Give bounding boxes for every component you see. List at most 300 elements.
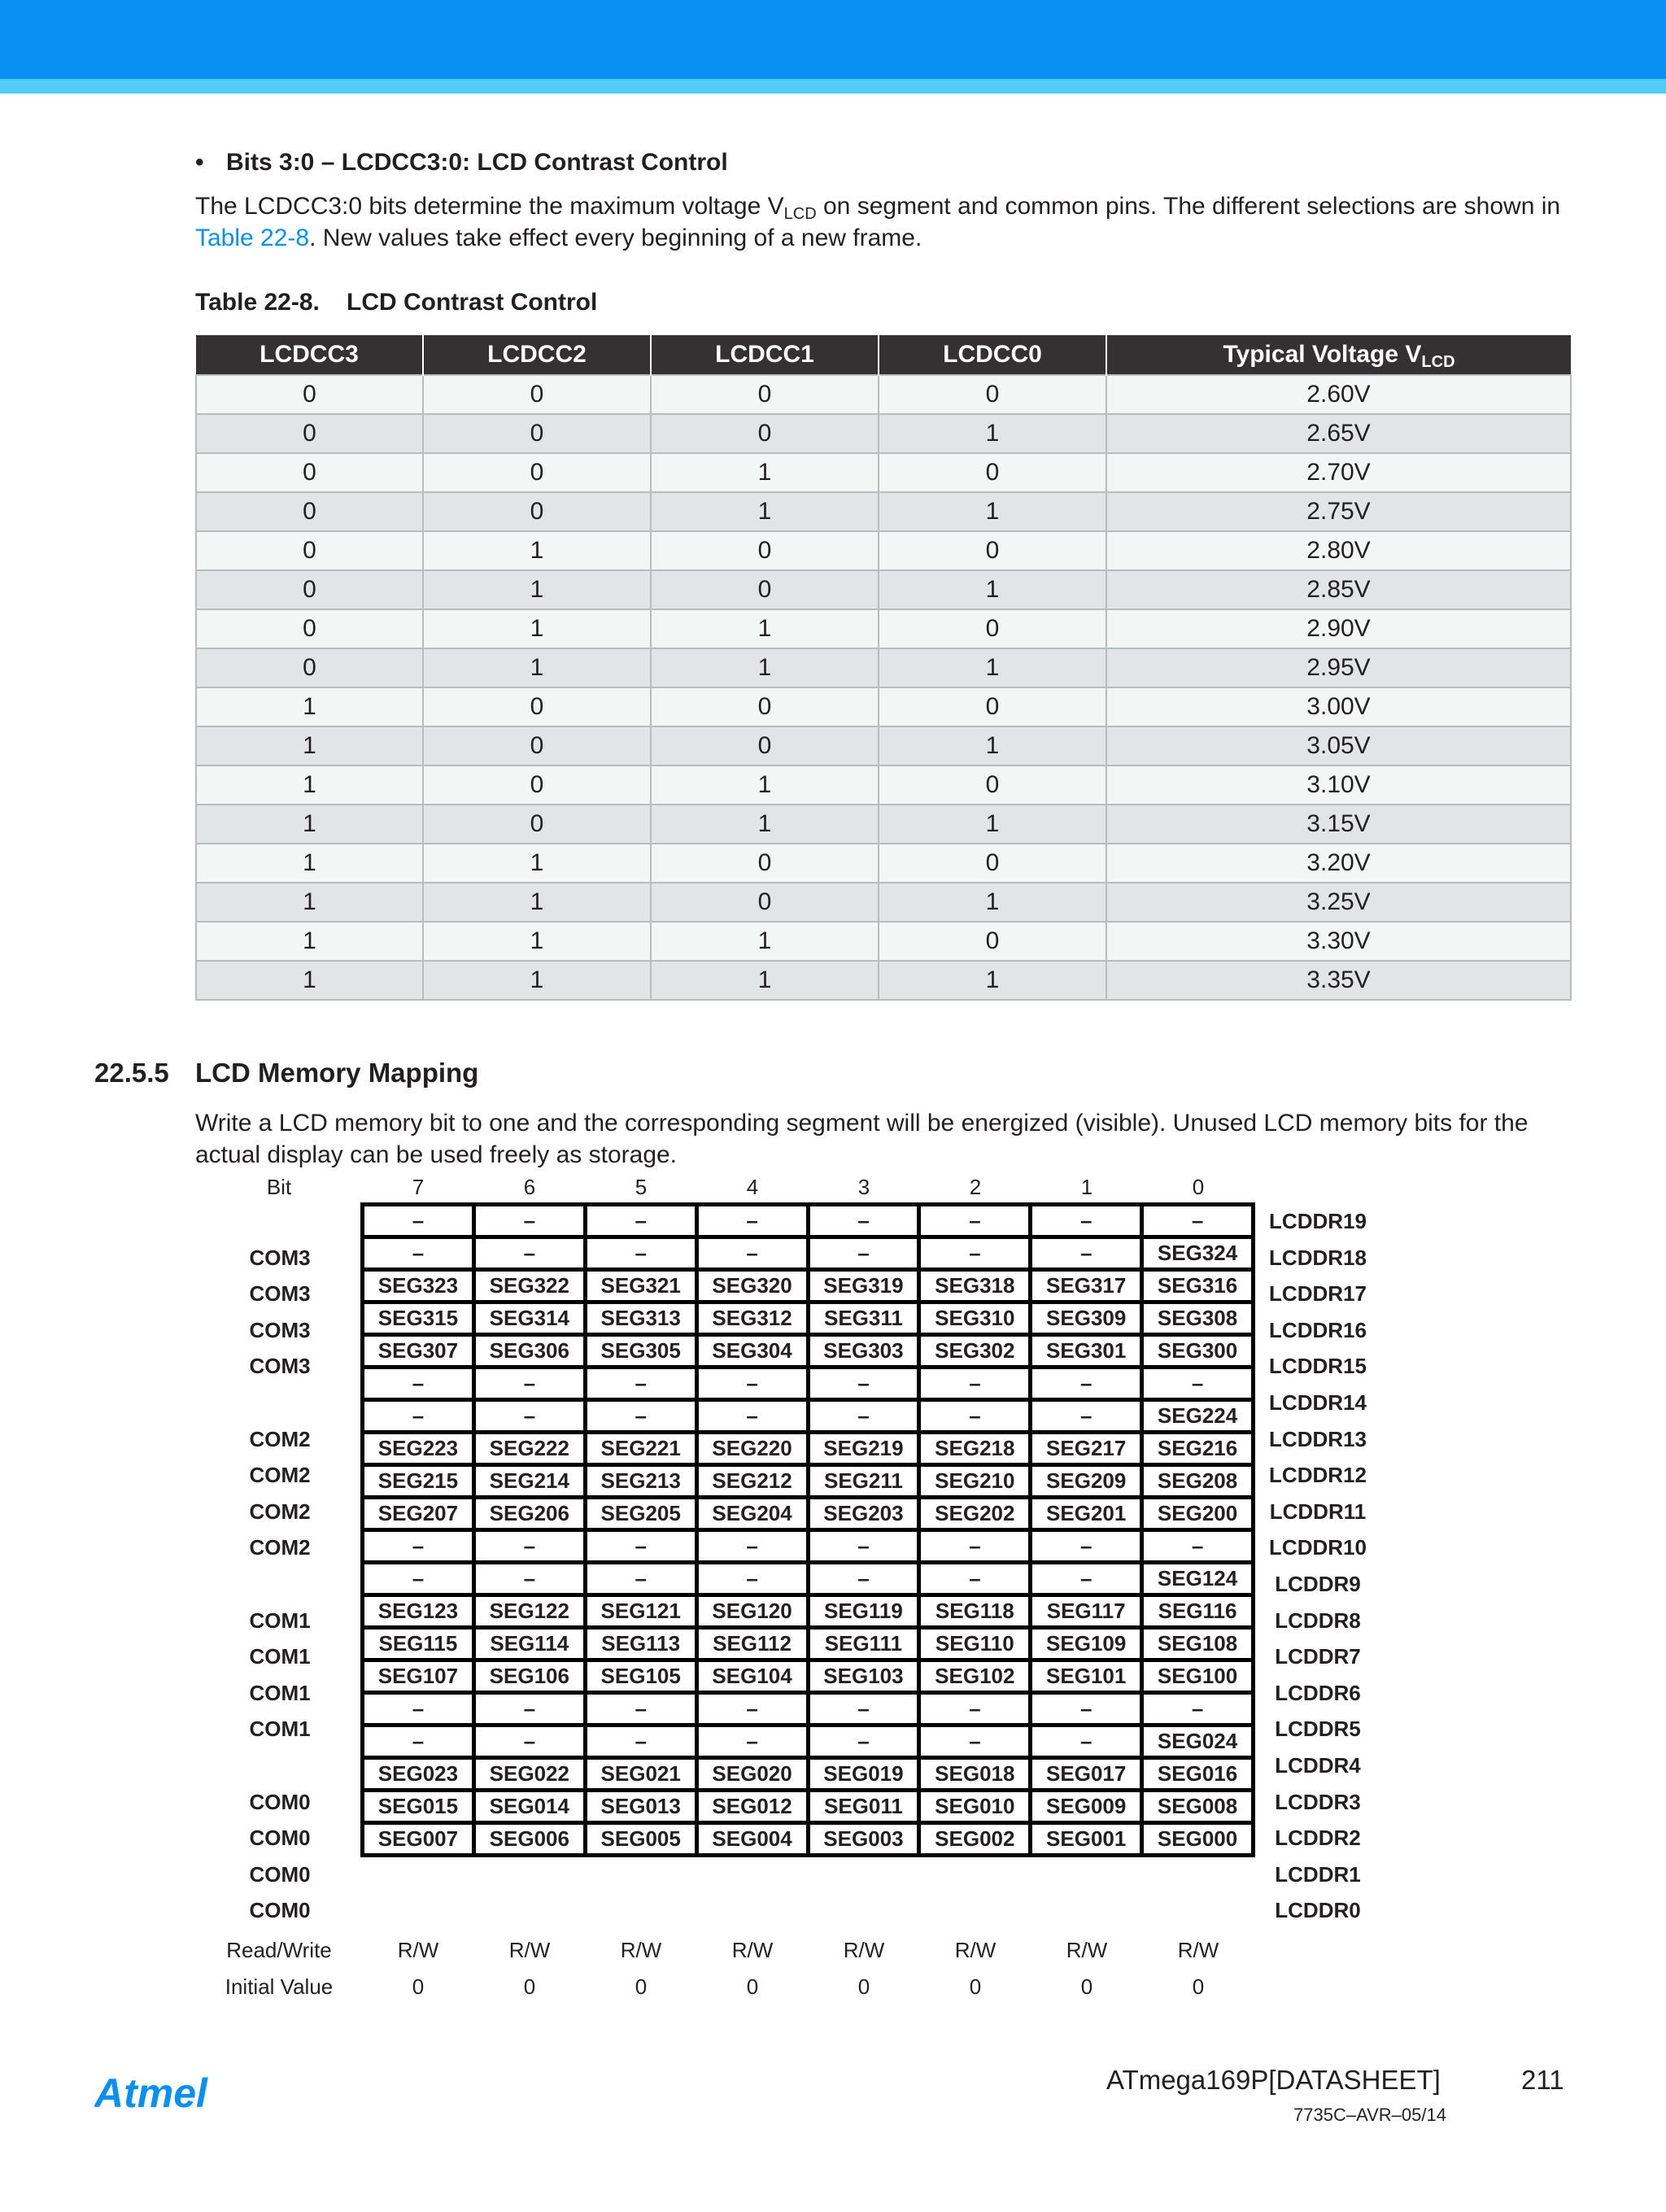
read-write-value: R/W — [1177, 1938, 1219, 1962]
com-label: COM2 — [249, 1499, 311, 1524]
register-bit-cell: SEG116 — [1142, 1595, 1254, 1628]
register-bit-cell: SEG315 — [363, 1302, 474, 1335]
bit-cell: 1 — [196, 922, 423, 961]
register-name-label: LCDDR0 — [1275, 1898, 1361, 1923]
bit-cell: 0 — [196, 648, 423, 687]
register-name-label: LCDDR15 — [1269, 1354, 1367, 1379]
register-bit-cell: – — [473, 1563, 585, 1595]
register-bit-cell: – — [919, 1368, 1031, 1400]
register-bit-cell: – — [808, 1368, 919, 1400]
bit-cell: 1 — [651, 766, 879, 805]
register-bit-cell: – — [585, 1205, 696, 1237]
register-name-label: LCDDR6 — [1275, 1680, 1361, 1705]
register-bit-cell: – — [919, 1237, 1031, 1270]
register-name-label: LCDDR7 — [1275, 1644, 1361, 1669]
contrast-table-header — [196, 335, 1571, 375]
contrast-table-row — [196, 726, 1571, 766]
register-bit-cell: SEG318 — [919, 1270, 1031, 1302]
register-bit-cell: – — [473, 1237, 585, 1270]
register-bit-cell: SEG009 — [1031, 1791, 1142, 1823]
header-cell-voltage — [1106, 335, 1571, 375]
read-write-value: R/W — [731, 1938, 774, 1962]
register-bit-cell: SEG103 — [808, 1660, 919, 1693]
register-bit-cell: SEG003 — [808, 1823, 919, 1856]
bit-cell: 1 — [423, 648, 651, 687]
contrast-table-row — [196, 805, 1571, 844]
contrast-table-row — [196, 453, 1571, 492]
table-link[interactable]: Table 22-8 — [195, 225, 310, 251]
bit-cell: 0 — [651, 531, 879, 570]
bit-cell: 1 — [423, 570, 651, 609]
bit-cell: 0 — [879, 844, 1106, 883]
bit-cell: 1 — [423, 844, 651, 883]
register-bit-cell: SEG121 — [585, 1595, 696, 1628]
contrast-table-row — [196, 648, 1571, 687]
register-row — [363, 1563, 1254, 1595]
register-bit-cell: – — [696, 1530, 808, 1563]
voltage-cell: 2.70V — [1106, 453, 1571, 492]
register-bit-cell: – — [363, 1693, 474, 1726]
voltage-cell: 3.05V — [1106, 726, 1571, 766]
register-row — [363, 1595, 1254, 1628]
register-bit-cell: – — [919, 1563, 1031, 1595]
register-bit-cell: SEG107 — [363, 1660, 474, 1693]
register-bit-cell: SEG106 — [473, 1660, 585, 1693]
register-bit-cell: SEG112 — [696, 1628, 808, 1660]
register-bit-cell: – — [919, 1400, 1031, 1433]
register-bit-cell: SEG223 — [363, 1433, 474, 1465]
bit-number: 2 — [969, 1175, 982, 1199]
register-bit-cell: – — [696, 1726, 808, 1758]
register-bit-cell: SEG017 — [1031, 1758, 1142, 1791]
register-row — [363, 1270, 1254, 1302]
atmel-logo — [94, 2073, 241, 2115]
register-name-label: LCDDR9 — [1275, 1572, 1361, 1596]
register-bit-cell: SEG217 — [1031, 1433, 1142, 1465]
bit-cell: 0 — [651, 375, 879, 414]
contrast-table-row — [196, 961, 1571, 1000]
register-bit-cell: SEG307 — [363, 1335, 474, 1368]
register-bit-cell: SEG008 — [1142, 1791, 1254, 1823]
bit-cell: 0 — [879, 766, 1106, 805]
register-bit-cell: – — [363, 1400, 474, 1433]
register-bit-cell: – — [585, 1237, 696, 1270]
register-bit-cell: – — [696, 1400, 808, 1433]
register-bit-cell: – — [919, 1693, 1031, 1726]
bit-cell: 1 — [196, 805, 423, 844]
register-bit-cell: – — [808, 1530, 919, 1563]
register-bit-cell: SEG022 — [473, 1758, 585, 1791]
header-cell: LCDCC3 — [196, 335, 423, 375]
register-bit-cell: SEG119 — [808, 1595, 919, 1628]
register-bit-cell: SEG212 — [696, 1465, 808, 1498]
register-bit-cell: SEG210 — [919, 1465, 1031, 1498]
bit-cell: 0 — [879, 687, 1106, 726]
contrast-table-row — [196, 844, 1571, 883]
register-bit-cell: SEG011 — [808, 1791, 919, 1823]
register-bit-cell: – — [1031, 1205, 1142, 1237]
register-bit-cell: SEG014 — [473, 1791, 585, 1823]
initial-value: 0 — [412, 1974, 425, 1999]
register-row — [363, 1628, 1254, 1660]
register-row — [363, 1237, 1254, 1270]
register-bit-cell: SEG012 — [696, 1791, 808, 1823]
register-row — [363, 1660, 1254, 1693]
register-bit-cell: SEG309 — [1031, 1302, 1142, 1335]
com-label: COM2 — [249, 1426, 311, 1451]
register-bit-cell: SEG301 — [1031, 1335, 1142, 1368]
register-bit-cell: SEG123 — [363, 1595, 474, 1628]
register-bit-cell: – — [363, 1726, 474, 1758]
voltage-cell: 2.90V — [1106, 609, 1571, 648]
register-bit-cell: SEG303 — [808, 1335, 919, 1368]
initial-value: 0 — [523, 1974, 536, 1999]
table-caption — [195, 289, 597, 316]
register-row — [363, 1335, 1254, 1368]
register-bit-cell: – — [585, 1530, 696, 1563]
bit-cell: 0 — [651, 726, 879, 766]
bit-cell: 0 — [651, 570, 879, 609]
contrast-table-row — [196, 570, 1571, 609]
register-row — [363, 1726, 1254, 1758]
register-bit-cell: – — [1031, 1693, 1142, 1726]
com-label: COM3 — [249, 1354, 311, 1379]
register-name-label: LCDDR13 — [1269, 1426, 1367, 1451]
com-label: COM1 — [249, 1644, 311, 1669]
bit-cell: 1 — [196, 961, 423, 1000]
register-row — [363, 1400, 1254, 1433]
register-bit-cell: SEG320 — [696, 1270, 808, 1302]
register-bit-cell: – — [363, 1563, 474, 1595]
register-bit-cell: SEG213 — [585, 1465, 696, 1498]
register-name-label: LCDDR17 — [1269, 1281, 1367, 1307]
voltage-cell: 3.10V — [1106, 766, 1571, 805]
register-bit-cell: SEG313 — [585, 1302, 696, 1335]
register-bit-cell: SEG202 — [919, 1498, 1031, 1530]
register-bit-cell: – — [1031, 1563, 1142, 1595]
register-name-label: LCDDR10 — [1269, 1535, 1367, 1560]
register-bit-cell: – — [808, 1400, 919, 1433]
register-bit-cell: SEG211 — [808, 1465, 919, 1498]
bit-cell: 0 — [196, 375, 423, 414]
voltage-cell: 3.35V — [1106, 961, 1571, 1000]
voltage-cell: 2.60V — [1106, 375, 1571, 414]
register-bit-cell: SEG319 — [808, 1270, 919, 1302]
register-name-label: LCDDR19 — [1269, 1209, 1367, 1233]
register-bit-cell: SEG305 — [585, 1335, 696, 1368]
bit-number: 3 — [857, 1175, 870, 1199]
voltage-cell: 2.80V — [1106, 531, 1571, 570]
bit-cell: 1 — [651, 961, 879, 1000]
register-bit-cell: SEG000 — [1142, 1823, 1254, 1856]
register-name-label: LCDDR4 — [1275, 1753, 1361, 1778]
bit-cell: 0 — [651, 844, 879, 883]
register-row — [363, 1791, 1254, 1823]
register-bit-cell: – — [919, 1530, 1031, 1563]
bit-cell: 1 — [651, 492, 879, 531]
bit-cell: 1 — [879, 961, 1106, 1000]
bit-cell: 0 — [879, 531, 1106, 570]
register-bit-cell: SEG323 — [363, 1270, 474, 1302]
register-bit-cell: SEG324 — [1142, 1237, 1254, 1270]
bit-cell: 1 — [879, 883, 1106, 922]
bit-cell: 0 — [196, 531, 423, 570]
register-bit-cell: SEG312 — [696, 1302, 808, 1335]
voltage-cell: 3.30V — [1106, 922, 1571, 961]
bit-cell: 1 — [651, 922, 879, 961]
contrast-table-row — [196, 531, 1571, 570]
register-bit-cell: SEG018 — [919, 1758, 1031, 1791]
register-bit-cell: SEG314 — [473, 1302, 585, 1335]
bit-cell: 1 — [423, 922, 651, 961]
contrast-table-row — [196, 883, 1571, 922]
register-bit-cell: SEG224 — [1142, 1400, 1254, 1433]
register-bit-cell: – — [808, 1726, 919, 1758]
register-bit-cell: SEG215 — [363, 1465, 474, 1498]
register-bit-cell: – — [473, 1400, 585, 1433]
page-number: 211 — [1521, 2065, 1564, 2095]
table-caption-number: Table 22-8. — [195, 289, 320, 316]
register-bit-cell: SEG024 — [1142, 1726, 1254, 1758]
register-bit-cell: SEG117 — [1031, 1595, 1142, 1628]
register-bit-cell: – — [585, 1726, 696, 1758]
document-code: 7735C–AVR–05/14 — [1293, 2105, 1446, 2125]
bit-cell: 0 — [423, 726, 651, 766]
contrast-table-row — [196, 922, 1571, 961]
bit-cell: 0 — [423, 687, 651, 726]
com-label: COM2 — [249, 1463, 311, 1488]
bit-cell: 1 — [879, 805, 1106, 844]
voltage-cell: 3.15V — [1106, 805, 1571, 844]
register-bit-cell: SEG002 — [919, 1823, 1031, 1856]
register-bit-cell: – — [585, 1368, 696, 1400]
register-bit-cell: – — [1031, 1237, 1142, 1270]
read-write-value: R/W — [954, 1938, 997, 1962]
com-label: COM2 — [249, 1535, 311, 1560]
initial-value: 0 — [969, 1974, 982, 1999]
para1-after: on segment and common pins. The different selections are shown in — [816, 193, 1561, 220]
register-bit-cell: SEG115 — [363, 1628, 474, 1660]
register-bit-cell: – — [1031, 1530, 1142, 1563]
read-write-value: R/W — [508, 1938, 551, 1962]
bit-cell: 0 — [423, 414, 651, 453]
header-cell: LCDCC0 — [879, 335, 1106, 375]
para1-end: . New values take effect every beginning of a new frame. — [309, 225, 922, 251]
register-bit-cell: – — [473, 1368, 585, 1400]
register-bit-cell: SEG001 — [1031, 1823, 1142, 1856]
register-bit-cell: SEG304 — [696, 1335, 808, 1368]
para1-before: The LCDCC3:0 bits determine the maximum voltage V — [195, 193, 784, 220]
memory-mapping-description: Write a LCD memory bit to one and the corresponding segment will be energized (visible). Unused LCD memory bits for the actual display can be used freely as storage. — [195, 1110, 1529, 1168]
register-bit-cell: – — [363, 1530, 474, 1563]
register-bit-cell: – — [808, 1693, 919, 1726]
voltage-header-text: Typical Voltage V — [1223, 341, 1422, 368]
register-bit-cell: SEG120 — [696, 1595, 808, 1628]
atmel-logo-text: Atmel — [94, 2073, 207, 2115]
register-bit-cell: – — [808, 1237, 919, 1270]
register-row — [363, 1433, 1254, 1465]
register-bit-cell: – — [1142, 1530, 1254, 1563]
register-bit-cell: SEG019 — [808, 1758, 919, 1791]
voltage-cell: 3.00V — [1106, 687, 1571, 726]
read-write-value: R/W — [843, 1938, 885, 1962]
register-name-label: LCDDR8 — [1275, 1608, 1361, 1633]
register-bit-cell: – — [363, 1205, 474, 1237]
register-bit-cell: SEG004 — [696, 1823, 808, 1856]
bit-cell: 1 — [196, 883, 423, 922]
contrast-table-row — [196, 375, 1571, 414]
register-bit-cell: SEG300 — [1142, 1335, 1254, 1368]
bit-cell: 0 — [651, 687, 879, 726]
register-name-label: LCDDR11 — [1269, 1499, 1367, 1524]
register-bit-cell: SEG005 — [585, 1823, 696, 1856]
bit-cell: 1 — [196, 687, 423, 726]
register-bit-cell: – — [585, 1693, 696, 1726]
header-stripe — [0, 79, 1666, 94]
voltage-cell: 3.25V — [1106, 883, 1571, 922]
register-bit-cell: SEG113 — [585, 1628, 696, 1660]
section-number: 22.5.5 — [94, 1058, 169, 1088]
bit-cell: 0 — [196, 453, 423, 492]
bit-number: 6 — [523, 1175, 536, 1199]
bit-cell: 1 — [879, 492, 1106, 531]
bit-cell: 1 — [423, 961, 651, 1000]
register-bit-cell: – — [696, 1563, 808, 1595]
voltage-cell: 2.85V — [1106, 570, 1571, 609]
register-bit-cell: SEG205 — [585, 1498, 696, 1530]
bit-cell: 1 — [651, 648, 879, 687]
document-title: ATmega169P[DATASHEET] — [1106, 2065, 1441, 2095]
bit-cell: 1 — [196, 726, 423, 766]
bit-cell: 0 — [196, 609, 423, 648]
bit-cell: 0 — [196, 414, 423, 453]
com-label: COM3 — [249, 1281, 311, 1307]
register-bit-cell: SEG308 — [1142, 1302, 1254, 1335]
register-bit-cell: SEG118 — [919, 1595, 1031, 1628]
register-bit-cell: SEG111 — [808, 1628, 919, 1660]
contrast-table-row — [196, 609, 1571, 648]
register-bit-cell: SEG216 — [1142, 1433, 1254, 1465]
register-bit-cell: – — [363, 1237, 474, 1270]
bit-cell: 0 — [423, 453, 651, 492]
bit-cell: 0 — [879, 375, 1106, 414]
com-label: COM0 — [249, 1826, 311, 1851]
register-bit-cell: SEG204 — [696, 1498, 808, 1530]
voltage-cell: 2.65V — [1106, 414, 1571, 453]
register-bit-cell: – — [808, 1563, 919, 1595]
register-bit-cell: SEG209 — [1031, 1465, 1142, 1498]
register-name-label: LCDDR14 — [1269, 1390, 1367, 1415]
register-name-label: LCDDR2 — [1275, 1826, 1361, 1851]
bit-cell: 0 — [196, 570, 423, 609]
contrast-table-row — [196, 492, 1571, 531]
com-label: COM0 — [249, 1898, 311, 1923]
register-bit-cell: SEG109 — [1031, 1628, 1142, 1660]
register-bit-cell: – — [1142, 1693, 1254, 1726]
header-cell: LCDCC1 — [651, 335, 879, 375]
register-row — [363, 1693, 1254, 1726]
register-bit-cell: SEG013 — [585, 1791, 696, 1823]
register-bit-cell: – — [919, 1205, 1031, 1237]
bit-cell: 0 — [879, 609, 1106, 648]
com-label: COM3 — [249, 1245, 311, 1270]
read-write-value: R/W — [397, 1938, 439, 1962]
register-bit-cell: SEG020 — [696, 1758, 808, 1791]
register-bit-cell: – — [1031, 1400, 1142, 1433]
register-bit-cell: SEG220 — [696, 1433, 808, 1465]
com-label: COM0 — [249, 1861, 311, 1887]
bit-cell: 1 — [423, 883, 651, 922]
register-bit-cell: SEG306 — [473, 1335, 585, 1368]
contrast-description — [195, 190, 1578, 254]
register-bit-cell: – — [696, 1693, 808, 1726]
voltage-cell: 2.75V — [1106, 492, 1571, 531]
bit-cell: 0 — [423, 805, 651, 844]
register-bit-cell: SEG006 — [473, 1823, 585, 1856]
bit-cell: 1 — [879, 726, 1106, 766]
register-row — [363, 1368, 1254, 1400]
register-row — [363, 1530, 1254, 1563]
table-caption-title: LCD Contrast Control — [347, 289, 598, 316]
register-bit-cell: SEG203 — [808, 1498, 919, 1530]
register-name-label: LCDDR5 — [1275, 1717, 1361, 1742]
contrast-table-row — [196, 766, 1571, 805]
register-bit-cell: SEG218 — [919, 1433, 1031, 1465]
register-name-label: LCDDR16 — [1269, 1317, 1367, 1342]
voltage-cell: 2.95V — [1106, 648, 1571, 687]
bullet-heading — [195, 149, 728, 177]
register-bit-cell: SEG200 — [1142, 1498, 1254, 1530]
bit-cell: 1 — [196, 844, 423, 883]
register-bit-cell: – — [473, 1693, 585, 1726]
com-label: COM1 — [249, 1608, 311, 1633]
voltage-cell: 3.20V — [1106, 844, 1571, 883]
bit-cell: 1 — [651, 609, 879, 648]
register-row — [363, 1465, 1254, 1498]
contrast-table — [195, 335, 1572, 1001]
register-bit-cell: SEG104 — [696, 1660, 808, 1693]
register-bit-cell: SEG108 — [1142, 1628, 1254, 1660]
register-bit-cell: SEG321 — [585, 1270, 696, 1302]
initial-value: 0 — [857, 1974, 870, 1999]
register-row — [363, 1758, 1254, 1791]
bit-cell: 0 — [196, 492, 423, 531]
register-bit-cell: SEG214 — [473, 1465, 585, 1498]
register-bit-cell: SEG219 — [808, 1433, 919, 1465]
register-bit-cell: SEG222 — [473, 1433, 585, 1465]
bit-number: 4 — [746, 1175, 759, 1199]
register-bit-cell: SEG310 — [919, 1302, 1031, 1335]
register-bit-cell: – — [1031, 1368, 1142, 1400]
header-bar — [0, 0, 1666, 79]
register-bit-cell: – — [696, 1368, 808, 1400]
register-bit-cell: SEG122 — [473, 1595, 585, 1628]
bit-cell: 0 — [423, 766, 651, 805]
bit-cell: 0 — [879, 922, 1106, 961]
read-write-value: R/W — [620, 1938, 662, 1962]
register-bit-cell: – — [473, 1205, 585, 1237]
register-bit-cell: SEG302 — [919, 1335, 1031, 1368]
register-bit-cell: – — [585, 1400, 696, 1433]
register-bit-cell: SEG007 — [363, 1823, 474, 1856]
register-row — [363, 1205, 1254, 1237]
register-bit-cell: – — [808, 1205, 919, 1237]
bit-number: 1 — [1080, 1175, 1093, 1199]
bit-cell: 0 — [879, 453, 1106, 492]
bit-cell: 0 — [651, 414, 879, 453]
bit-cell: 1 — [423, 531, 651, 570]
initial-value-label: Initial Value — [225, 1974, 334, 1999]
